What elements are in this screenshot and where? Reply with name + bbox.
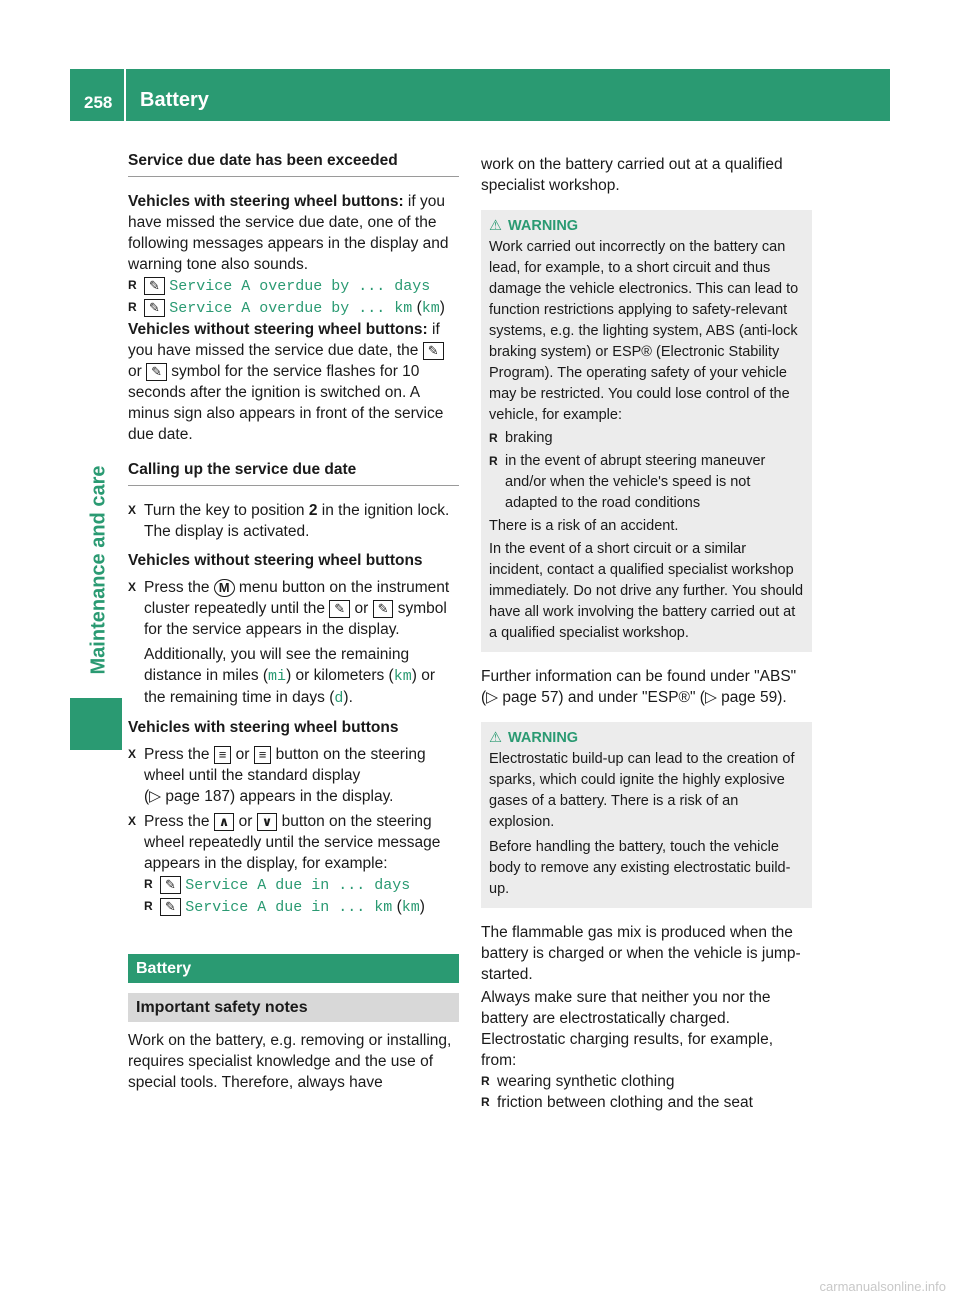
list-item: R ✎ Service A due in ... km (km) bbox=[144, 896, 459, 918]
warning-box-electrostatic bbox=[481, 722, 812, 908]
pointer-icon: ▷ bbox=[704, 689, 717, 706]
flammable-text: The flammable gas mix is produced when the battery is charged or when the vehicle is jump-started. bbox=[481, 924, 801, 983]
display-left-icon: ≡ bbox=[214, 746, 232, 764]
safety-notes-bar: Important safety notes bbox=[128, 993, 459, 1022]
watermark: carmanualsonline.info bbox=[819, 1279, 946, 1294]
list-item: R ✎ Service A due in ... days bbox=[144, 874, 459, 896]
additional-info: Additionally, you will see the remaining distance in miles (mi) or kilometers (km) or the remaining time in days (d). bbox=[144, 646, 435, 707]
menu-button-icon: M bbox=[214, 579, 235, 597]
wrench-flash-icon: ✎ bbox=[373, 600, 394, 618]
wrench-icon: ✎ bbox=[329, 600, 350, 618]
further-info: Further information can be found under "ABS" (▷ page 57) and under "ESP®" (▷ page 59). bbox=[481, 668, 797, 706]
list-item: R wearing synthetic clothing bbox=[481, 1071, 812, 1092]
header-divider bbox=[124, 69, 126, 121]
wrench-icon: ✎ bbox=[144, 299, 165, 317]
warning-icon: ⚠ bbox=[489, 730, 502, 746]
battery-section-bar: Battery bbox=[128, 954, 459, 983]
warning-heading: ⚠ WARNING bbox=[489, 730, 579, 746]
wrench-icon: ✎ bbox=[144, 277, 165, 295]
section-title-service-exceeded: Service due date has been exceeded bbox=[128, 150, 459, 177]
pointer-icon: ▷ bbox=[486, 689, 499, 706]
paragraph-no-steering-buttons: Vehicles without steering wheel buttons: if you have missed the service due date, the ✎ or ✎ symbol for the service flashes for 10 seconds after the ignition is switched on. A minus sign also appears in front of the service due date. bbox=[128, 321, 444, 443]
list-item: R ✎ Service A overdue by ... km (km) bbox=[128, 297, 459, 319]
list-item: R braking bbox=[489, 428, 804, 449]
step-1: X Turn the key to position 2 in the ignition lock. The display is activated. bbox=[128, 500, 459, 542]
side-tab bbox=[70, 698, 122, 750]
wrench-icon: ✎ bbox=[160, 898, 181, 916]
warning-heading: ⚠ WARNING bbox=[489, 218, 579, 234]
wrench-icon: ✎ bbox=[423, 342, 444, 360]
subheading-with-steering: Vehicles with steering wheel buttons bbox=[128, 719, 399, 736]
display-right-icon: ≡ bbox=[254, 746, 272, 764]
step-3: X Press the ≡ or ≡ button on the steering wheel until the standard display (▷ page 187) appears in the display. bbox=[128, 744, 459, 807]
left-column bbox=[128, 150, 459, 1093]
side-label-text: Maintenance and care bbox=[87, 465, 110, 675]
warning-icon: ⚠ bbox=[489, 218, 502, 234]
section-title-calling-up: Calling up the service due date bbox=[128, 459, 459, 486]
list-item: R in the event of abrupt steering maneuver and/or when the vehicle's speed is not adapted to the road conditions bbox=[489, 451, 804, 514]
step-4: X Press the ∧ or ∨ button on the steering wheel repeatedly until the service message appears in the display, for example: bbox=[128, 811, 459, 874]
electrostatic-text: Always make sure that neither you nor the battery are electrostatically charged. Electrostatic charging results, for example, from: bbox=[481, 989, 774, 1069]
battery-intro: Work on the battery, e.g. removing or installing, requires specialist knowledge and the use of special tools. Therefore, always have bbox=[128, 1032, 452, 1091]
wrench-icon: ✎ bbox=[160, 876, 181, 894]
warning-box-short-circuit bbox=[481, 210, 812, 652]
page-number: 258 bbox=[84, 93, 113, 112]
paragraph-steering-buttons: Vehicles with steering wheel buttons: if you have missed the service due date, one of the following messages appears in the display and warning tone also sounds. bbox=[128, 193, 449, 273]
list-item: R friction between clothing and the seat bbox=[481, 1092, 812, 1113]
warning-text: Work carried out incorrectly on the battery can lead, for example, to a short circuit and thus damage the vehicle electronics. This can lead to function restrictions applying to safety-relevant systems, e.g. the lighting system, ABS (anti-lock braking system) or ESP® (Electronic Stability Program). The operating safety of your vehicle may be restricted. You could lose control of the vehicle, for example: bbox=[489, 239, 799, 423]
warning-action: In the event of a short circuit or a similar incident, contact a qualified specialist workshop immediately. Do not drive any further. You should have all work involving the battery carried out at a qualified specialist workshop. bbox=[489, 541, 804, 641]
arrow-down-icon: ∨ bbox=[257, 813, 278, 831]
battery-intro-cont: work on the battery carried out at a qualified specialist workshop. bbox=[481, 156, 783, 194]
warning-risk: There is a risk of an accident. bbox=[489, 518, 679, 534]
wrench-flash-icon: ✎ bbox=[146, 363, 167, 381]
warning-text: Electrostatic build-up can lead to the creation of sparks, which could ignite the highly explosive gases of a battery. There is a risk of an explosion. bbox=[489, 751, 795, 830]
pointer-icon: ▷ bbox=[149, 788, 162, 805]
side-label bbox=[85, 450, 113, 690]
step-2: X Press the M menu button on the instrument cluster repeatedly until the ✎ or ✎ symbol for the service appears in the display. bbox=[128, 577, 459, 640]
list-item: R ✎ Service A overdue by ... days bbox=[128, 275, 459, 297]
warning-action: Before handling the battery, touch the vehicle body to remove any existing electrostatic build-up. bbox=[489, 839, 791, 897]
arrow-up-icon: ∧ bbox=[214, 813, 235, 831]
page-title: Battery bbox=[140, 89, 209, 111]
right-column bbox=[481, 154, 812, 1113]
subheading-no-steering: Vehicles without steering wheel buttons bbox=[128, 552, 423, 569]
